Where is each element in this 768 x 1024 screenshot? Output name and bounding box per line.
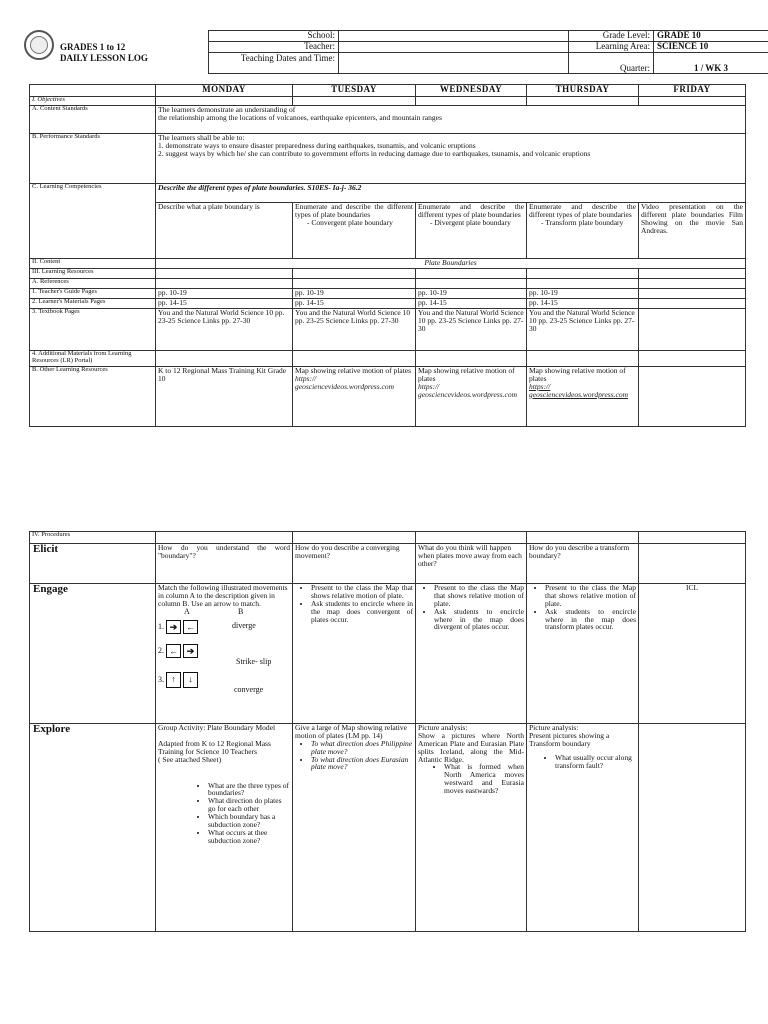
content-standards-label: A. Content Standards bbox=[30, 106, 156, 134]
textbook-monday: You and the Natural World Science 10 pp. 23-25 Science Links pp. 27-30 bbox=[156, 309, 293, 351]
teacher-label: Teacher: bbox=[209, 42, 339, 53]
additional-materials-label: 4. Additional Materials from Learning Resources (LR) Portal) bbox=[30, 351, 156, 367]
header-table bbox=[208, 30, 768, 74]
arrow-left-icon: ← bbox=[166, 644, 181, 658]
school-value[interactable] bbox=[339, 31, 569, 42]
content-standards-text: The learners demonstrate an understanding of the relationship among the locations of volcanoes, earthquake epicenters, and mountain ranges bbox=[156, 106, 746, 134]
quarter-label: Quarter: bbox=[569, 53, 654, 74]
other-resources-label: B. Other Learning Resources bbox=[30, 367, 156, 427]
textbook-thursday: You and the Natural World Science 10 pp. 23-25 Science Links pp. 27-30 bbox=[527, 309, 639, 351]
tg-thursday: pp. 10-19 bbox=[527, 289, 639, 299]
teacher-value[interactable] bbox=[339, 42, 569, 53]
day-header-monday: MONDAY bbox=[156, 85, 293, 97]
explore-label: Explore bbox=[30, 724, 156, 932]
day-header-wednesday: WEDNESDAY bbox=[416, 85, 527, 97]
day-header-thursday: THURSDAY bbox=[527, 85, 639, 97]
content-value: Plate Boundaries bbox=[156, 259, 746, 269]
other-monday: K to 12 Regional Mass Training Kit Grade 10 bbox=[156, 367, 293, 427]
day-header-tuesday: TUESDAY bbox=[293, 85, 416, 97]
tg-monday: pp. 10-19 bbox=[156, 289, 293, 299]
form-title: GRADES 1 to 12 DAILY LESSON LOG bbox=[60, 42, 148, 63]
textbook-tuesday: You and the Natural World Science 10 pp. 23-25 Science Links pp. 27-30 bbox=[293, 309, 416, 351]
resource-link[interactable]: https:// geosciencevideos.wordpress.com bbox=[295, 373, 395, 391]
lm-tuesday: pp. 14-15 bbox=[293, 299, 416, 309]
learning-resources-label: III. Learning Resources bbox=[30, 269, 156, 279]
resource-link[interactable]: https:// geosciencevideos.wordpress.com bbox=[529, 381, 629, 399]
other-thursday: Map showing relative motion of plates https:// geosciencevideos.wordpress.com bbox=[527, 367, 639, 427]
lm-wednesday: pp. 14-15 bbox=[416, 299, 527, 309]
lm-thursday: pp. 14-15 bbox=[527, 299, 639, 309]
grade-label: Grade Level: bbox=[569, 31, 654, 42]
learning-competencies-label: C. Learning Competencies bbox=[30, 184, 156, 259]
dates-label: Teaching Dates and Time: bbox=[209, 53, 339, 74]
competency-monday: Describe what a plate boundary is bbox=[156, 203, 293, 259]
competency-wednesday: Enumerate and describe the different types of plate boundaries - Divergent plate boundary bbox=[416, 203, 527, 259]
content-label: II. Content bbox=[30, 259, 156, 269]
arrow-left-icon: ← bbox=[183, 620, 198, 634]
engage-label: Engage bbox=[30, 584, 156, 724]
procedures-table bbox=[29, 531, 746, 932]
elicit-tuesday: How do you describe a converging movement? bbox=[293, 544, 416, 584]
grade-value[interactable]: GRADE 10 bbox=[654, 31, 768, 42]
resource-link[interactable]: https:// geosciencevideos.wordpress.com bbox=[418, 381, 518, 399]
quarter-value[interactable]: 1 / WK 3 bbox=[654, 53, 768, 74]
performance-standards-label: B. Performance Standards bbox=[30, 134, 156, 184]
engage-tuesday: • Present to the class the Map that shows relative motion of plate. • Ask students to encircle where in the map does convergent of plates occur. bbox=[293, 584, 416, 724]
area-label: Learning Area: bbox=[569, 42, 654, 53]
explore-monday: Group Activity: Plate Boundary Model Adapted from K to 12 Regional Mass Training for Science 10 Teachers ( See attached Sheet) • What are the three types of boundaries? • What direction do plates go for each other • Which boundary has a subduction zone? • What occurs at thee subduction zone? bbox=[156, 724, 293, 932]
elicit-label: Elicit bbox=[30, 544, 156, 584]
learners-materials-label: 2. Learner's Materials Pages bbox=[30, 299, 156, 309]
engage-wednesday: • Present to the class the Map that shows relative motion of plate. • Ask students to encircle where in the map does divergent of plates occur. bbox=[416, 584, 527, 724]
elicit-monday: How do you understand the word "boundary"? bbox=[156, 544, 293, 584]
deped-seal-icon bbox=[24, 30, 54, 60]
arrow-up-icon: ↑ bbox=[166, 672, 181, 688]
explore-tuesday: Give a large of Map showing relative motion of plates (LM pp. 14) • To what direction does Philippine plate move? • To what direction does Eurasian plate move? bbox=[293, 724, 416, 932]
arrow-down-icon: ↓ bbox=[183, 672, 198, 688]
elicit-thursday: How do you describe a transform boundary? bbox=[527, 544, 639, 584]
engage-friday: ICL bbox=[639, 584, 746, 724]
area-value[interactable]: SCIENCE 10 bbox=[654, 42, 768, 53]
competency-friday: Video presentation on the different plate boundaries Film Showing on the movie San Andreas. bbox=[639, 203, 746, 259]
other-wednesday: Map showing relative motion of plates https:// geosciencevideos.wordpress.com bbox=[416, 367, 527, 427]
explore-thursday: Picture analysis: Present pictures showing a Transform boundary • What usually occur along transform fault? bbox=[527, 724, 639, 932]
textbook-wednesday: You and the Natural World Science 10 pp. 23-25 Science Links pp. 27-30 bbox=[416, 309, 527, 351]
references-label: A. References bbox=[30, 279, 156, 289]
teachers-guide-label: 1. Teacher's Guide Pages bbox=[30, 289, 156, 299]
learning-competencies-text: Describe the different types of plate boundaries. S10ES- Ia-j- 36.2 bbox=[156, 184, 746, 203]
elicit-wednesday: What do you think will happen when plates move away from each other? bbox=[416, 544, 527, 584]
lesson-log-table bbox=[29, 84, 746, 427]
procedures-label: IV. Procedures bbox=[30, 532, 156, 544]
other-tuesday: Map showing relative motion of plates https:// geosciencevideos.wordpress.com bbox=[293, 367, 416, 427]
dates-value[interactable] bbox=[339, 53, 569, 74]
lm-monday: pp. 14-15 bbox=[156, 299, 293, 309]
tg-tuesday: pp. 10-19 bbox=[293, 289, 416, 299]
explore-wednesday: Picture analysis: Show a pictures where North American Plate and Eurasian Plate splits Iceland, along the Mid-Atlantic Ridge. • What is formed when North America moves westward and Eurasia moves eastwards? bbox=[416, 724, 527, 932]
day-header-friday: FRIDAY bbox=[639, 85, 746, 97]
textbook-pages-label: 3. Textbook Pages bbox=[30, 309, 156, 351]
engage-thursday: • Present to the class the Map that shows relative motion of plate. • Ask students to encircle where in the map does transform plates occur. bbox=[527, 584, 639, 724]
school-label: School: bbox=[209, 31, 339, 42]
arrow-right-icon: ➔ bbox=[183, 644, 198, 658]
header bbox=[24, 26, 744, 78]
competency-tuesday: Enumerate and describe the different types of plate boundaries - Convergent plate boundary bbox=[293, 203, 416, 259]
arrow-right-icon: ➔ bbox=[166, 620, 181, 634]
engage-monday: Match the following illustrated movements in column A to the description given in column B. Use an arrow to match. A B 1. ➔ ← diverge 2. ← ➔ Strike- slip 3. ↑ ↓ converge bbox=[156, 584, 293, 724]
tg-wednesday: pp. 10-19 bbox=[416, 289, 527, 299]
objectives-label: I. Objectives bbox=[30, 97, 156, 106]
competency-thursday: Enumerate and describe the different types of plate boundaries - Transform plate boundary bbox=[527, 203, 639, 259]
performance-standards-text: The learners shall be able to: 1. demonstrate ways to ensure disaster preparedness during earthquakes, tsunamis, and volcanic eruptions 2. suggest ways by which he/ she can contribute to government efforts in reducing damage due to earthquakes, tsunamis, and volcanic eruptions bbox=[156, 134, 746, 184]
